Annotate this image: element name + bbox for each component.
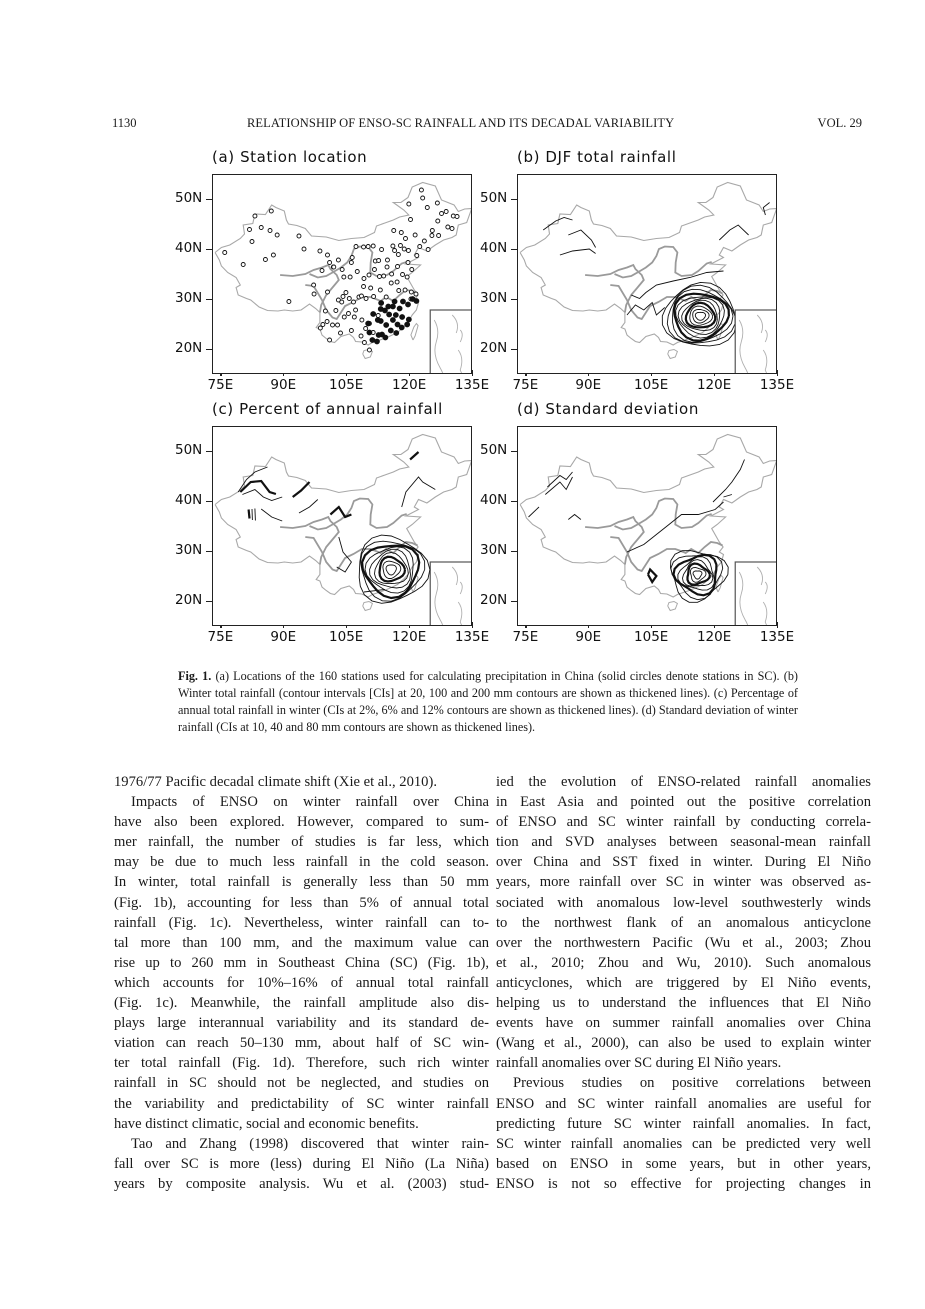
station-marker-sc xyxy=(413,298,419,304)
y-tick-label: 40N xyxy=(175,240,203,256)
body-text-line: have distinct climatic, social and economic benefits. xyxy=(114,1115,419,1132)
station-marker-open xyxy=(455,215,459,219)
yangtze-river xyxy=(610,285,722,319)
station-marker-sc xyxy=(406,317,412,323)
station-marker-open xyxy=(397,289,401,293)
contour-line xyxy=(724,495,732,498)
x-tick xyxy=(777,622,778,628)
body-text-line: helping us to understand the influences that El Niño xyxy=(496,995,871,1012)
y-tick-label: 50N xyxy=(480,190,508,206)
station-marker-sc xyxy=(386,312,392,318)
station-marker-open xyxy=(253,214,257,218)
station-marker-sc xyxy=(400,299,406,305)
station-marker-open xyxy=(366,245,370,249)
body-text-line: ENSO and SC winter rainfall anomalies are useful for xyxy=(496,1095,871,1112)
body-column-left xyxy=(114,772,489,1194)
station-marker-open xyxy=(403,237,407,241)
x-tick-label: 105E xyxy=(634,629,669,645)
station-marker-open xyxy=(342,275,346,279)
body-text-line: of ENSO and SC winter rainfall by conducting correla- xyxy=(496,814,871,831)
station-marker-open xyxy=(380,248,384,252)
panel-b xyxy=(475,148,795,398)
contour-line xyxy=(568,230,595,248)
body-text-line: (Wang et al., 2000), can also be used to explain winter xyxy=(496,1035,871,1052)
yellow-river xyxy=(310,499,407,530)
station-marker-open xyxy=(398,244,402,248)
station-marker-open xyxy=(410,268,414,272)
x-tick-label: 135E xyxy=(454,377,490,393)
body-text-line: Tao and Zhang (1998) discovered that winter rain- xyxy=(131,1135,489,1152)
station-marker-sc xyxy=(405,302,411,308)
running-header xyxy=(112,116,862,134)
x-tick-label: 105E xyxy=(634,377,669,393)
contour-line xyxy=(693,571,702,579)
body-text-line: fall over SC is more (less) during El Niño (La Niña) xyxy=(114,1155,489,1172)
station-marker-open xyxy=(413,233,417,237)
station-marker-open xyxy=(418,245,422,249)
station-marker-sc xyxy=(392,299,398,305)
x-tick xyxy=(472,370,473,376)
body-text-line: rainfall anomalies over SC during El Niño years. xyxy=(496,1055,782,1072)
contour-line xyxy=(242,490,282,501)
station-marker-open xyxy=(385,258,389,262)
station-marker-open xyxy=(407,202,411,206)
contour-line xyxy=(648,570,656,583)
station-marker-sc xyxy=(393,312,399,318)
station-marker-open xyxy=(389,281,393,285)
map-plot xyxy=(213,427,472,626)
station-marker-sc xyxy=(404,322,410,328)
station-marker-sc xyxy=(370,311,376,317)
station-marker-open xyxy=(332,265,336,269)
y-tick-label: 30N xyxy=(480,290,508,306)
y-tick-label: 40N xyxy=(480,492,508,508)
x-tick-label: 75E xyxy=(207,629,234,645)
station-marker-open xyxy=(328,261,332,265)
station-marker-open xyxy=(359,294,363,298)
body-text-line: ENSO is not so effective for projecting changes in xyxy=(496,1175,871,1192)
station-marker-open xyxy=(405,275,409,279)
station-marker-open xyxy=(426,248,430,252)
station-marker-sc xyxy=(374,339,380,345)
station-marker-sc xyxy=(397,306,403,312)
x-tick-label: 120E xyxy=(696,629,732,645)
taiwan-island xyxy=(411,324,418,341)
station-marker-open xyxy=(376,314,380,318)
x-tick-label: 90E xyxy=(575,629,602,645)
plateau-boundary xyxy=(585,517,644,565)
station-marker-open xyxy=(325,320,329,324)
station-marker-open xyxy=(377,275,381,279)
body-text-line: mer rainfall, the number of studies is far less, which xyxy=(114,834,489,851)
station-marker-open xyxy=(392,229,396,233)
station-marker-open xyxy=(247,228,251,232)
map-frame xyxy=(212,426,472,626)
station-marker-open xyxy=(450,227,454,231)
contour-line xyxy=(719,225,748,240)
body-text-line: Impacts of ENSO on winter rainfall over China xyxy=(131,794,489,811)
x-tick xyxy=(472,622,473,628)
x-tick-label: 90E xyxy=(270,377,297,393)
station-marker-open xyxy=(372,268,376,272)
body-text-line: in East Asia and pointed out the positive correlation xyxy=(496,794,871,811)
station-marker-open xyxy=(406,249,410,253)
station-marker-open xyxy=(331,323,335,327)
contour-line xyxy=(402,477,436,507)
station-marker-sc xyxy=(399,325,405,331)
station-marker-open xyxy=(268,229,272,233)
station-marker-sc xyxy=(390,304,396,310)
body-text-line: over the northwestern Pacific (Wu et al., 2003; Zhou xyxy=(496,934,871,951)
contour-line xyxy=(386,565,396,575)
station-marker-open xyxy=(259,226,263,230)
station-marker-open xyxy=(403,288,407,292)
caption-text: (a) Locations of the 160 stations used for calculating precipitation in China (solid circles denote stations in SC). (b) Winter total rainfall (contour intervals [CIs] at 20, 100 and 200 mm contours are shown as thickened lines). (c) Percentage of annual total rainfall in winter (CIs at 2%, 6% and 12% contours are shown as thickened lines). (d) Standard deviation of winter rainfall (CIs at 10, 40 and 80 mm contours are shown as thickened lines). xyxy=(178,669,798,734)
station-marker-open xyxy=(367,348,371,352)
station-marker-open xyxy=(396,265,400,269)
body-text-line: based on ENSO in some years, but in other years, xyxy=(496,1155,871,1172)
station-marker-sc xyxy=(367,330,373,336)
station-marker-sc xyxy=(378,300,384,306)
station-marker-open xyxy=(328,338,332,342)
body-text-line: tal more than 100 mm, and the maximum value can xyxy=(114,934,489,951)
page-number: 1130 xyxy=(112,116,137,130)
station-marker-open xyxy=(275,233,279,237)
y-tick-label: 20N xyxy=(175,340,203,356)
station-marker-open xyxy=(402,247,406,251)
station-marker-open xyxy=(336,323,340,327)
body-text-line: ter total rainfall (Fig. 1d). Therefore, such rich winter xyxy=(114,1055,489,1072)
body-column-right xyxy=(496,772,871,1194)
body-text-line: Previous studies on positive correlations between xyxy=(513,1075,871,1092)
station-marker-open xyxy=(342,315,346,319)
station-marker-open xyxy=(377,259,381,263)
y-tick-label: 30N xyxy=(175,542,203,558)
volume-label: VOL. 29 xyxy=(817,116,862,130)
panel-title: (b) DJF total rainfall xyxy=(517,148,677,166)
station-marker-open xyxy=(352,315,356,319)
station-marker-open xyxy=(271,253,275,257)
station-marker-open xyxy=(269,209,273,213)
station-marker-open xyxy=(436,219,440,223)
body-text-line: the variability and predictability of SC winter rainfall xyxy=(114,1095,489,1112)
station-marker-sc xyxy=(375,317,381,323)
station-marker-open xyxy=(263,258,267,262)
body-text-line: years, more rainfall over SC in winter was observed as- xyxy=(496,874,871,891)
station-marker-open xyxy=(297,234,301,238)
station-marker-open xyxy=(340,300,344,304)
station-marker-open xyxy=(367,273,371,277)
station-marker-open xyxy=(415,254,419,258)
yellow-river xyxy=(615,247,712,278)
hainan-island xyxy=(668,350,678,359)
station-marker-open xyxy=(396,253,400,257)
body-text-line: may be due to much less rainfall in the cold season. xyxy=(114,854,489,871)
station-marker-open xyxy=(325,253,329,257)
body-text-line: rise up to 260 mm in Southeast China (SC) (Fig. 1b), xyxy=(114,954,489,971)
y-tick-label: 40N xyxy=(175,492,203,508)
panel-title: (d) Standard deviation xyxy=(517,400,699,418)
station-marker-sc xyxy=(376,332,382,338)
body-text-line: to the northwest flank of an anomalous anticyclone xyxy=(496,914,871,931)
x-tick-label: 75E xyxy=(207,377,234,393)
body-text-line: events have on summer rainfall anomalies over China xyxy=(496,1015,871,1032)
station-marker-open xyxy=(395,280,399,284)
x-tick-label: 135E xyxy=(454,629,490,645)
station-marker-open xyxy=(430,229,434,233)
figure-caption xyxy=(178,668,798,736)
body-text-line: et al., 2010; Zhou and Wu, 2010). Such anomalous xyxy=(496,954,871,971)
panel-title: (a) Station location xyxy=(212,148,368,166)
y-tick-label: 50N xyxy=(175,190,203,206)
hainan-island xyxy=(668,602,678,611)
station-marker-open xyxy=(341,295,345,299)
station-marker-open xyxy=(364,327,368,331)
station-marker-open xyxy=(371,244,375,248)
contour-line xyxy=(560,249,596,255)
body-text-line: predicting future SC winter rainfall anomalies. In fact, xyxy=(496,1115,871,1132)
station-marker-open xyxy=(325,290,329,294)
x-tick xyxy=(777,370,778,376)
y-tick-label: 40N xyxy=(480,240,508,256)
station-marker-open xyxy=(355,270,359,274)
station-marker-open xyxy=(409,290,413,294)
body-text-line: 1976/77 Pacific decadal climate shift (Xie et al., 2010). xyxy=(114,774,437,790)
station-marker-open xyxy=(430,234,434,238)
station-marker-open xyxy=(336,258,340,262)
station-marker-sc xyxy=(393,330,399,336)
x-tick-label: 120E xyxy=(696,377,732,393)
station-marker-open xyxy=(362,277,366,281)
station-marker-open xyxy=(372,295,376,299)
station-marker-open xyxy=(422,239,426,243)
station-marker-open xyxy=(334,309,338,313)
contour-line xyxy=(690,568,706,583)
hainan-island xyxy=(363,602,373,611)
contour-line xyxy=(695,312,705,320)
map-frame xyxy=(517,174,777,374)
station-marker-open xyxy=(369,286,373,290)
station-marker-sc xyxy=(390,317,396,323)
station-marker-open xyxy=(340,268,344,272)
station-marker-open xyxy=(359,334,363,338)
station-marker-open xyxy=(338,331,342,335)
body-text-line: plays large interannual variability and its standard de- xyxy=(114,1015,489,1032)
x-tick-label: 135E xyxy=(759,629,795,645)
map-plot xyxy=(518,175,777,374)
x-tick-label: 120E xyxy=(391,377,427,393)
contour-line xyxy=(529,507,540,517)
panel-title: (c) Percent of annual rainfall xyxy=(212,400,443,418)
body-text-line: rainfall in SC should not be neglected, and studies on xyxy=(114,1075,489,1092)
x-tick-label: 120E xyxy=(391,629,427,645)
station-marker-open xyxy=(312,292,316,296)
station-marker-open xyxy=(344,291,348,295)
station-marker-open xyxy=(287,300,291,304)
station-marker-sc xyxy=(399,314,405,320)
station-marker-sc xyxy=(365,321,371,327)
y-tick-label: 30N xyxy=(175,290,203,306)
map-plot xyxy=(213,175,472,374)
station-marker-open xyxy=(347,297,351,301)
x-tick-label: 105E xyxy=(329,377,364,393)
station-marker-open xyxy=(312,283,316,287)
station-marker-open xyxy=(409,218,413,222)
contour-line xyxy=(383,561,401,578)
map-frame xyxy=(212,174,472,374)
station-marker-open xyxy=(364,297,368,301)
yellow-river xyxy=(615,499,712,530)
station-marker-open xyxy=(318,249,322,253)
station-marker-sc xyxy=(382,308,388,314)
body-text-line: rainfall (Fig. 1c). Nevertheless, winter rainfall can to- xyxy=(114,914,489,931)
station-marker-open xyxy=(349,261,353,265)
station-marker-sc xyxy=(388,328,394,334)
station-marker-open xyxy=(362,285,366,289)
station-marker-open xyxy=(320,269,324,273)
y-tick-label: 30N xyxy=(480,542,508,558)
panel-c xyxy=(170,400,490,650)
station-marker-open xyxy=(250,240,254,244)
body-text-line: sociated with anomalous low-level southwesterly winds xyxy=(496,894,871,911)
plateau-boundary xyxy=(280,517,339,565)
station-marker-sc xyxy=(382,335,388,341)
station-marker-open xyxy=(241,263,245,267)
x-tick-label: 90E xyxy=(270,629,297,645)
y-tick-label: 50N xyxy=(480,442,508,458)
contour-line xyxy=(261,509,282,521)
running-title: RELATIONSHIP OF ENSO-SC RAINFALL AND ITS DECADAL VARIABILITY xyxy=(247,116,675,130)
contour-line xyxy=(410,452,418,460)
station-marker-open xyxy=(350,256,354,260)
y-tick-label: 20N xyxy=(480,592,508,608)
contour-line xyxy=(249,510,250,519)
station-marker-open xyxy=(349,329,353,333)
station-marker-open xyxy=(223,251,227,255)
contour-line xyxy=(568,515,581,520)
station-marker-open xyxy=(421,196,425,200)
body-text-line: anticyclones, which are triggered by El Niño events, xyxy=(496,974,871,991)
panel-d xyxy=(475,400,795,650)
body-text-line: which accounts for 10%–16% of annual total rainfall xyxy=(114,974,489,991)
panel-a xyxy=(170,148,490,398)
body-text-line: viation can reach 50–130 mm, about half of SC win- xyxy=(114,1035,489,1052)
taiwan-island xyxy=(716,576,723,593)
x-tick-label: 90E xyxy=(575,377,602,393)
station-marker-open xyxy=(323,309,327,313)
station-marker-open xyxy=(354,308,358,312)
station-marker-open xyxy=(382,274,386,278)
station-marker-open xyxy=(360,318,364,322)
station-marker-open xyxy=(414,292,418,296)
body-text-line: years by composite analysis. Wu et al. (2003) stud- xyxy=(114,1175,489,1192)
body-text-line: SC winter rainfall anomalies can be predicted very well xyxy=(496,1135,871,1152)
station-marker-open xyxy=(425,206,429,210)
station-marker-open xyxy=(437,234,441,238)
station-marker-open xyxy=(444,210,448,214)
figure-1 xyxy=(170,148,810,653)
station-marker-open xyxy=(348,275,352,279)
contour-line xyxy=(255,509,256,521)
body-text-line: ied the evolution of ENSO-related rainfall anomalies xyxy=(496,774,871,790)
station-marker-open xyxy=(385,265,389,269)
station-marker-open xyxy=(391,244,395,248)
body-text-line: (Fig. 1b), accounting for less than 5% of annual total xyxy=(114,894,489,911)
body-text-line: In winter, total rainfall is generally less than 50 mm xyxy=(114,874,489,891)
station-marker-open xyxy=(351,300,355,304)
map-frame xyxy=(517,426,777,626)
x-tick-label: 135E xyxy=(759,377,795,393)
station-marker-sc xyxy=(383,322,389,328)
body-text-line: (Fig. 1c). Meanwhile, the rainfall amplitude also dis- xyxy=(114,995,489,1012)
station-marker-open xyxy=(401,273,405,277)
station-marker-open xyxy=(362,245,366,249)
contour-line xyxy=(299,500,318,514)
map-plot xyxy=(518,427,777,626)
station-marker-open xyxy=(346,312,350,316)
y-tick-label: 20N xyxy=(480,340,508,356)
body-text-line: over China and SST fixed in winter. During El Niño xyxy=(496,854,871,871)
station-marker-open xyxy=(378,288,382,292)
station-marker-open xyxy=(446,225,450,229)
body-text-line: tion and SVD analyses between seasonal-mean rainfall xyxy=(496,834,871,851)
station-marker-open xyxy=(419,188,423,192)
station-marker-open xyxy=(406,261,410,265)
station-marker-open xyxy=(435,201,439,205)
x-tick-label: 75E xyxy=(512,629,539,645)
contour-line xyxy=(293,482,310,497)
station-marker-open xyxy=(354,245,358,249)
x-tick-label: 75E xyxy=(512,377,539,393)
y-tick-label: 50N xyxy=(175,442,203,458)
y-tick-label: 20N xyxy=(175,592,203,608)
station-marker-open xyxy=(318,326,322,330)
station-marker-open xyxy=(302,247,306,251)
contour-line xyxy=(763,203,769,216)
station-marker-open xyxy=(440,212,444,216)
station-marker-open xyxy=(390,272,394,276)
x-tick-label: 105E xyxy=(329,629,364,645)
caption-label: Fig. 1. xyxy=(178,669,212,683)
plateau-boundary xyxy=(280,265,339,313)
station-marker-open xyxy=(393,249,397,253)
station-marker-open xyxy=(384,295,388,299)
body-text-line: have also been explored. However, compared to sum- xyxy=(114,814,489,831)
station-marker-open xyxy=(362,341,366,345)
station-marker-open xyxy=(399,231,403,235)
